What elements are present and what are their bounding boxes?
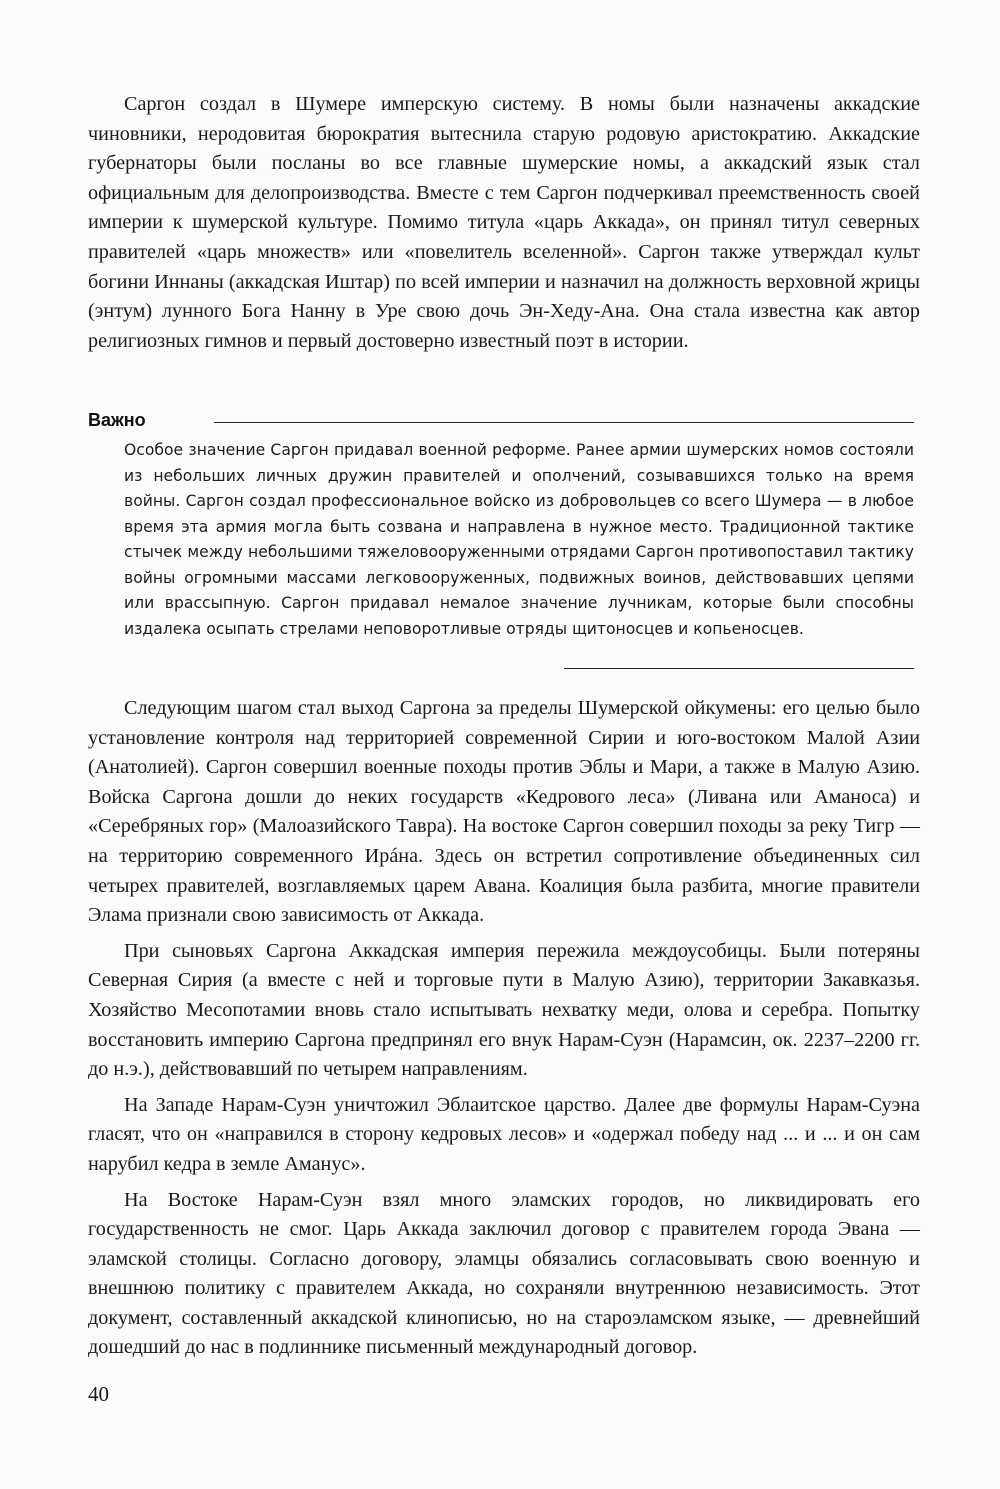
- intro-section: [88, 90, 920, 356]
- important-callout: [88, 408, 920, 680]
- page-number: 40: [88, 1382, 109, 1406]
- callout-title: Важно: [88, 410, 146, 430]
- body-paragraph: На Востоке Нарам-Суэн взял много эламских городов, но ликвидировать его государственность не смог. Царь Аккада заключил договор с правителем города Эвана — эламской столицы. Согласно договору, эламцы обязались согласовывать свою военную и внешнюю политику с правителем Аккада, но сохраняли внутреннюю независимость. Этот документ, составленный аккадской клинописью, но на староэламском языке, — древнейший дошедший до нас в подлиннике письменный международный договор.: [88, 1188, 920, 1359]
- body-paragraph: На Западе Нарам-Суэн уничтожил Эблаитское царство. Далее две формулы Нарам-Суэна гласят, что он «направился в сторону кедровых лесов» и «одержал победу над ... и ... и он сам нарубил кедра в земле Аманус».: [88, 1093, 920, 1175]
- main-section: [88, 694, 920, 1363]
- body-paragraph: Следующим шагом стал выход Саргона за пределы Шумерской ойкумены: его целью было установление контроля над территорией современной Сирии и юго-востоком Малой Азии (Анатолией). Саргон совершил военные походы против Эблы и Мари, а также в Малую Азию. Войска Саргона дошли до неких государств «Кедрового леса» (Ливана или Аманоса) и «Серебряных гор» (Малоазийского Тавра). На востоке Саргон совершил походы за реку Тигр — на территорию современного Ирáна. Здесь он встретил сопротивление объединенных сил четырех правителей, возглавляемых царем Авана. Коалиция была разбита, многие правители Элама признали свою зависимость от Аккада.: [88, 697, 920, 927]
- callout-bottom-rule: [564, 668, 914, 669]
- callout-text: Особое значение Саргон придавал военной реформе. Ранее армии шумерских номов состояли из небольших личных дружин правителей и ополчений, созывавшихся только на время войны. Саргон создал профессиональное войско из добровольцев со всего Шумера — в любое время эта армия могла быть созвана и направлена в нужное место. Традиционной тактике стычек между небольшими тяжеловооруженными отрядами Саргон противопоставил тактику войны огромными массами легковооруженных, подвижных воинов, действовавших цепями или врассыпную. Саргон придавал немалое значение лучникам, которые были способны издалека осыпать стрелами неповоротливые отряды щитоносцев и копьеносцев.: [124, 441, 914, 638]
- body-paragraph: Саргон создал в Шумере имперскую систему. В номы были назначены аккадские чиновники, неродовитая бюрократия вытеснила старую родовую аристократию. Аккадские губернаторы были посланы во все главные шумерские номы, а аккадский язык стал официальным для делопроизводства. Вместе с тем Саргон подчеркивал преемственность своей империи к шумерской культуре. Помимо титула «царь Аккада», он принял титул северных правителей «царь множеств» или «повелитель вселенной». Саргон также утверждал культ богини Иннаны (аккадская Иштар) по всей империи и назначил на должность верховной жрицы (энтум) лунного Бога Нанну в Уре свою дочь Эн-Хеду-Ана. Она стала известна как автор религиозных гимнов и первый достоверно известный поэт в истории.: [88, 93, 920, 352]
- body-paragraph: При сыновьях Саргона Аккадская империя пережила междоусобицы. Были потеряны Северная Сирия (а вместе с ней и торговые пути в Малую Азию), территории Закавказья. Хозяйство Месопотамии вновь стало испытывать нехватку меди, олова и серебра. Попытку восстановить империю Саргона предпринял его внук Нарам-Суэн (Нарамсин, ок. 2237–2200 гг. до н.э.), действовавший по четырем направлениям.: [88, 939, 920, 1081]
- callout-top-rule: [214, 422, 914, 423]
